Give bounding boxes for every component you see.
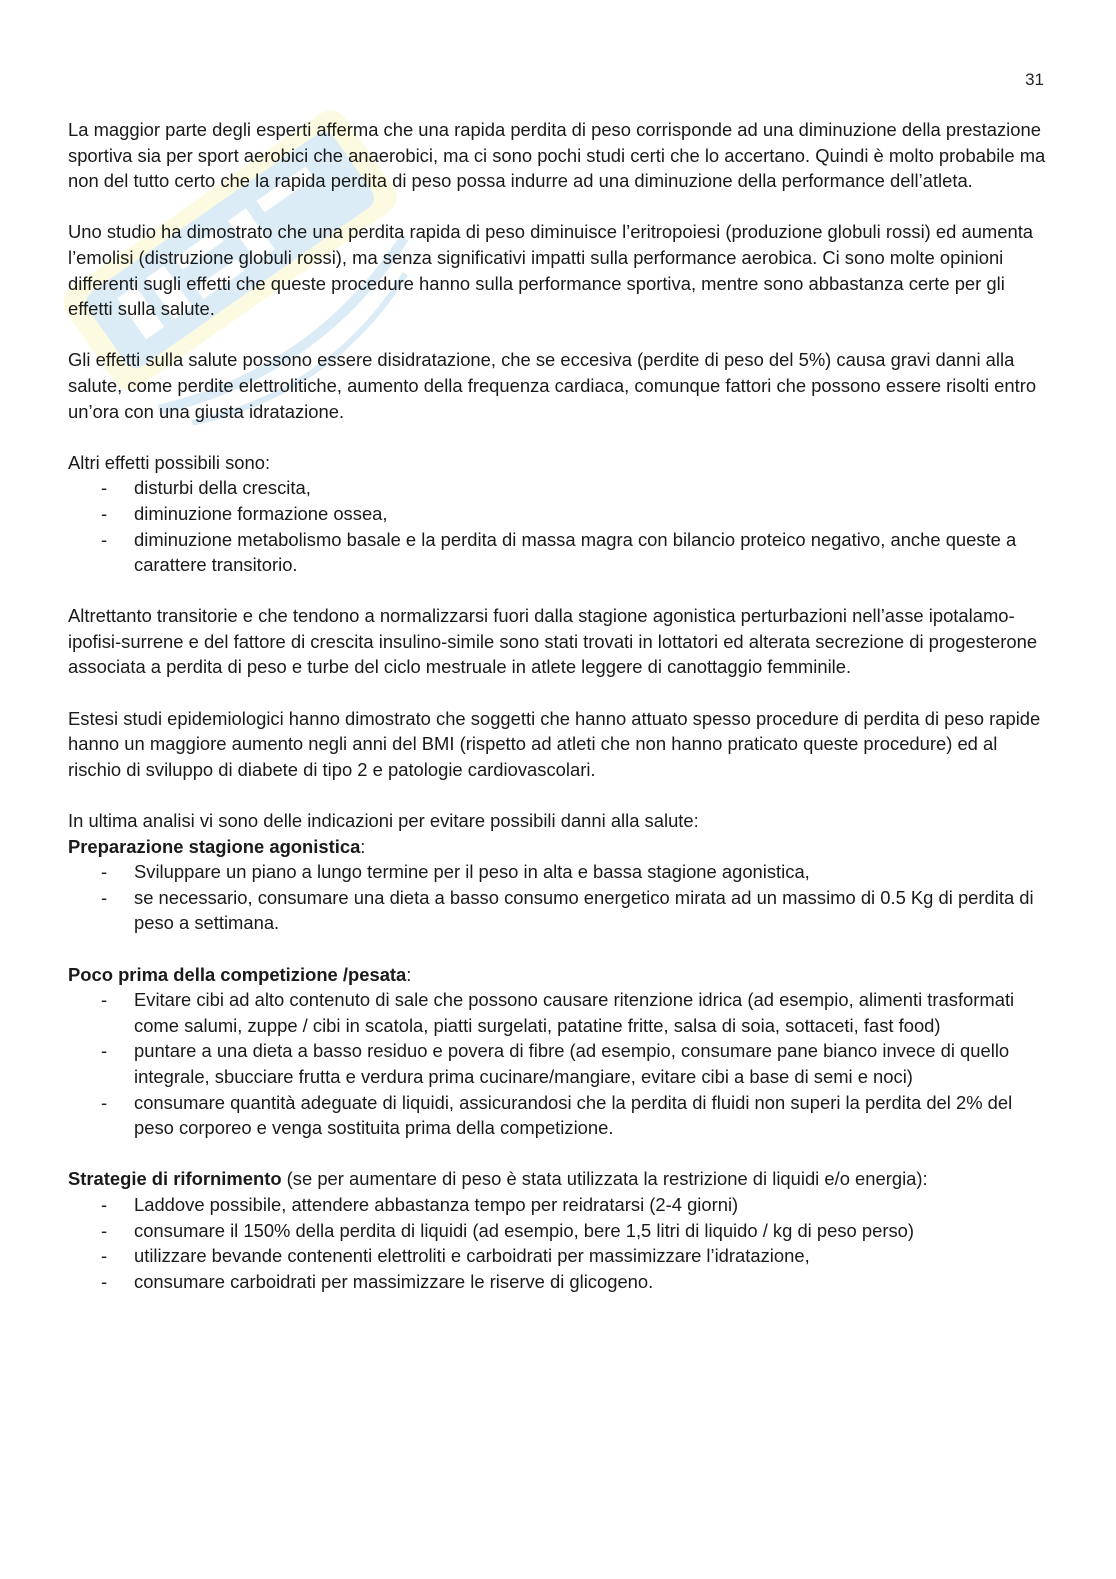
heading-suffix: : <box>360 835 366 857</box>
section-before-competition-title <box>68 962 1052 988</box>
list-before-competition <box>68 987 1052 1141</box>
heading-suffix: : <box>406 963 412 985</box>
list-item: - utilizzare bevande contenenti elettroliti e carboidrati per massimizzare l’idratazione, <box>68 1243 1052 1269</box>
section-heading: Strategie di rifornimento <box>68 1168 282 1190</box>
list-other-effects <box>68 475 1052 577</box>
list-item: - se necessario, consumare una dieta a basso consumo energetico mirata ad un massimo di 0.5 Kg di perdita di peso a settimana. <box>68 885 1052 936</box>
paragraph-health-effects: Gli effetti sulla salute possono essere disidratazione, che se eccesiva (perdite di peso del 5%) causa gravi danni alla salute, come perdite elettrolitiche, aumento della frequenza cardiaca, comunque fattori che possono essere risolti entro un’ora con una giusta idratazione. <box>68 349 1037 422</box>
list-item: - disturbi della crescita, <box>68 475 1052 501</box>
paragraph-epidemiological-studies: Estesi studi epidemiologici hanno dimostrato che soggetti che hanno attuato spesso procedure di perdita di peso rapide hanno un maggiore aumento negli anni del BMI (rispetto ad atleti che non hanno praticato queste procedure) ed al rischio di sviluppo di diabete di tipo 2 e patologie cardiovascolari. <box>68 707 1041 780</box>
list-item: - diminuzione formazione ossea, <box>68 501 1052 527</box>
list-refuel <box>68 1192 1052 1294</box>
list-item: - diminuzione metabolismo basale e la perdita di massa magra con bilancio proteico negativo, anche queste a carattere transitorio. <box>68 527 1052 578</box>
list-item: - Laddove possibile, attendere abbastanza tempo per reidratarsi (2-4 giorni) <box>68 1192 1052 1218</box>
list-preparation <box>68 859 1052 936</box>
list-item: - consumare carboidrati per massimizzare le riserve di glicogeno. <box>68 1269 1052 1295</box>
section-heading: Preparazione stagione agonistica <box>68 835 361 857</box>
document-body <box>68 117 1052 1320</box>
paragraph-erythropoiesis-study: Uno studio ha dimostrato che una perdita rapida di peso diminuisce l’eritropoiesi (produzione globuli rossi) ed aumenta l’emolisi (distruzione globuli rossi), ma senza significativi impatti sulla performance aerobica. Ci sono molte opinioni differenti sugli effetti che queste procedure hanno sulla performance sportiva, mentre sono abbastanza certe per gli effetti sulla salute. <box>68 221 1034 320</box>
paragraph-indications-intro: In ultima analisi vi sono delle indicazioni per evitare possibili danni alla salute: <box>68 810 699 832</box>
list-item: - Sviluppare un piano a lungo termine per il peso in alta e bassa stagione agonistica, <box>68 859 1052 885</box>
paragraph-transitory-effects: Altrettanto transitorie e che tendono a normalizzarsi fuori dalla stagione agonistica perturbazioni nell’asse ipotalamo-ipofisi-surrene e del fattore di crescita insulino-simile sono stati trovati in lottatori ed alterata secrezione di progesterone associata a perdita di peso e turbe del ciclo mestruale in atlete leggere di canottaggio femminile. <box>68 605 1038 678</box>
paragraph-weight-loss-performance: La maggior parte degli esperti afferma che una rapida perdita di peso corrisponde ad una diminuzione della prestazione sportiva sia per sport aerobici che anaerobici, ma ci sono pochi studi certi che lo accertano. Quindi è molto probabile ma non del tutto certo che la rapida perdita di peso possa indurre ad una diminuzione della performance dell’atleta. <box>68 119 1046 192</box>
list-item: - Evitare cibi ad alto contenuto di sale che possono causare ritenzione idrica (ad esempio, alimenti trasformati come salumi, zuppe / cibi in scatola, piatti surgelati, patatine fritte, salsa di soia, sottaceti, fast food) <box>68 987 1052 1038</box>
section-heading: Poco prima della competizione /pesata <box>68 963 407 985</box>
section-preparation-title <box>68 834 1052 860</box>
page-number: 31 <box>1025 70 1044 89</box>
list-item: - consumare quantità adeguate di liquidi, assicurandosi che la perdita di fluidi non superi la perdita del 2% del peso corporeo e venga sostituita prima della competizione. <box>68 1090 1052 1141</box>
list-item: - puntare a una dieta a basso residuo e povera di fibre (ad esempio, consumare pane bianco invece di quello integrale, sbucciare frutta e verdura prima cucinare/mangiare, evitare cibi a base di semi e noci) <box>68 1038 1052 1089</box>
paragraph-other-effects-intro: Altri effetti possibili sono: <box>68 451 271 473</box>
section-refuel-title <box>68 1166 1052 1192</box>
heading-suffix: (se per aumentare di peso è stata utilizzata la restrizione di liquidi e/o energia): <box>281 1168 928 1190</box>
list-item: - consumare il 150% della perdita di liquidi (ad esempio, bere 1,5 litri di liquido / kg di peso perso) <box>68 1218 1052 1244</box>
